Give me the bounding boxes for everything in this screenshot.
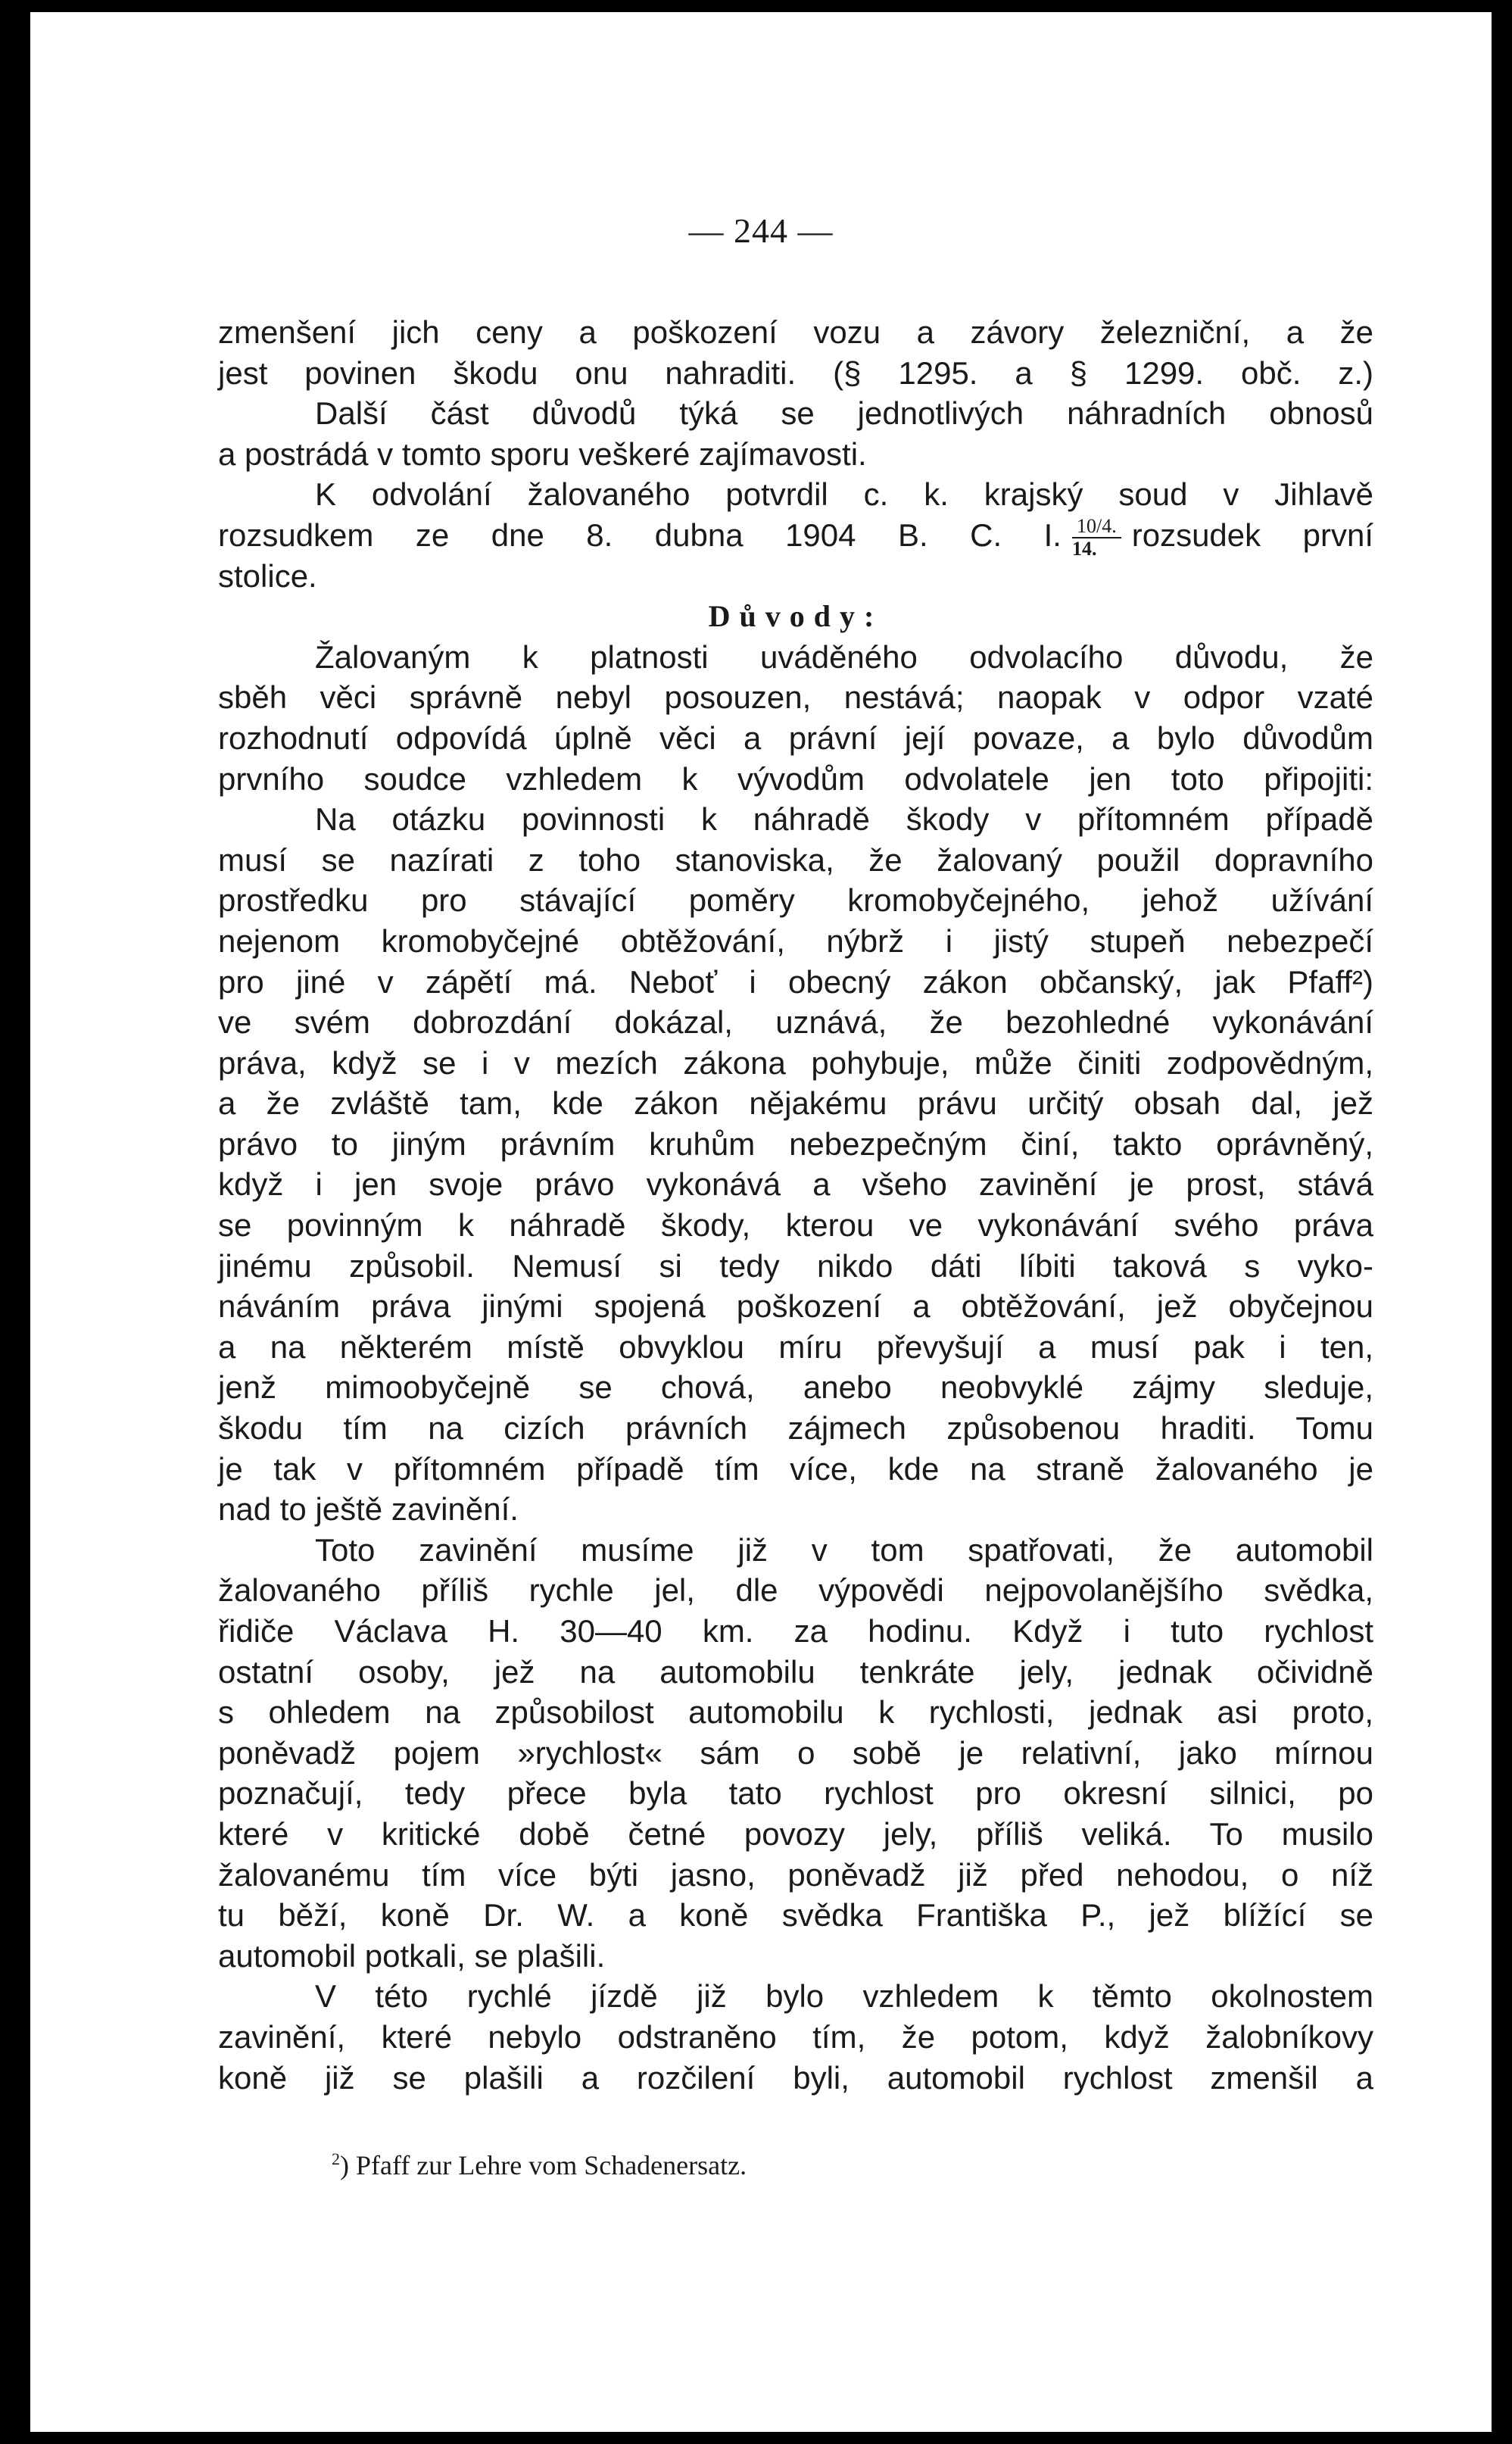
text-line: jenž mimoobyčejně se chová, anebo neobvyklé zájmy sleduje, (218, 1369, 1373, 1406)
text-line: prostředku pro stávající poměry kromobyčejného, jehož užívání (218, 882, 1373, 919)
text-line: je tak v přítomném případě tím více, kde na straně žalovaného je (218, 1450, 1373, 1487)
text-line: koně již se plašili a rozčilení byli, automobil rychlost zmenšil a (218, 2059, 1373, 2096)
text-line: Další část důvodů týká se jednotlivých náhradních obnosů (315, 395, 1373, 432)
text-line: poněvadž pojem »rychlost« sám o sobě je relativní, jako mírnou (218, 1734, 1373, 1771)
text-line: nejenom kromobyčejné obtěžování, nýbrž i jistý stupeň nebezpečí (218, 922, 1373, 959)
text-line: žalovanému tím více býti jasno, poněvadž již před nehodou, o níž (218, 1856, 1373, 1893)
text-line: a že zvláště tam, kde zákon nějakému právu určitý obsah dal, jež (218, 1085, 1373, 1122)
text-line: musí se nazírati z toho stanoviska, že žalovaný použil dopravního (218, 841, 1373, 878)
text-line: a postrádá v tomto sporu veškeré zajímavosti. (218, 435, 867, 472)
text-line-with-fraction (218, 514, 1373, 560)
fraction-numerator: 10/4. (1072, 516, 1121, 538)
text-line: náváním práva jinými spojená poškození a obtěžování, jež obyčejnou (218, 1288, 1373, 1325)
text-line: jinému způsobil. Nemusí si tedy nikdo dáti líbiti taková s vyko- (218, 1247, 1373, 1284)
text-line: a na některém místě obvyklou míru převyšují a musí pak i ten, (218, 1328, 1373, 1365)
text-line: stolice. (218, 557, 317, 594)
text-line: pro jiné v zápětí má. Neboť i obecný zákon občanský, jak Pfaff²) (218, 963, 1373, 1000)
text-line: právo to jiným právním kruhům nebezpečným činí, takto oprávněný, (218, 1125, 1373, 1162)
text-line: nad to ještě zavinění. (218, 1491, 519, 1528)
text-line: které v kritické době četné povozy jely, příliš veliká. To musilo (218, 1815, 1373, 1852)
text-line: Žalovaným k platnosti uváděného odvolacího důvodu, že (315, 638, 1373, 675)
text-line: řidiče Václava H. 30—40 km. za hodinu. Když i tuto rychlost (218, 1613, 1373, 1649)
footnote-text: ) Pfaff zur Lehre vom Schadenersatz. (340, 2150, 747, 2180)
text-fragment: rozsudkem ze dne 8. dubna 1904 B. C. I. (218, 517, 1062, 553)
text-line: Toto zavinění musíme již v tom spatřovati, že automobil (315, 1531, 1373, 1568)
text-line: žalovaného příliš rychle jel, dle výpovědi nejpovolanějšího svědka, (218, 1572, 1373, 1609)
reasoning-paragraphs (218, 637, 1373, 2098)
text-line: Na otázku povinnosti k náhradě škody v přítomném případě (315, 801, 1373, 838)
text-line: s ohledem na způsobilost automobilu k rychlosti, jednak asi proto, (218, 1694, 1373, 1731)
text-line: poznačují, tedy přece byla tato rychlost pro okresní silnici, po (218, 1775, 1373, 1812)
text-line: když i jen svoje právo vykonává a všeho zavinění je prost, stává (218, 1166, 1373, 1203)
page-number: — 244 — (688, 211, 834, 250)
case-number-fraction (1072, 516, 1121, 560)
text-line: prvního soudce vzhledem k vývodům odvolatele jen toto připojiti: (218, 760, 1373, 797)
text-line: škodu tím na cizích právních zájmech způsobenou hraditi. Tomu (218, 1410, 1373, 1447)
text-line: zavinění, které nebylo odstraněno tím, že potom, když žalobníkovy (218, 2018, 1373, 2055)
text-line: V této rychlé jízdě již bylo vzhledem k těmto okolnostem (315, 1978, 1373, 2015)
fraction-denominator: 14. (1071, 537, 1097, 560)
footnote-mark: 2 (332, 2149, 340, 2168)
text-line: ostatní osoby, jež na automobilu tenkráte jely, jednak očividně (218, 1653, 1373, 1690)
text-line: se povinným k náhradě škody, kterou ve vykonávání svého práva (218, 1207, 1373, 1244)
text-line: sběh věci správně nebyl posouzen, nestává; naopak v odpor vzaté (218, 679, 1373, 716)
text-fragment: rozsudek první (1131, 517, 1373, 553)
text-line: ve svém dobrozdání dokázal, uznává, že bezohledné vykonávání (218, 1004, 1373, 1041)
section-heading: Důvody: (708, 599, 884, 634)
text-line: práva, když se i v mezích zákona pohybuje, může činiti zodpovědným, (218, 1044, 1373, 1081)
book-page (30, 12, 1492, 2432)
text-line: jest povinen škodu onu nahraditi. (§ 1295. a § 1299. obč. z.) (218, 354, 1373, 391)
text-line: tu běží, koně Dr. W. a koně svědka Františka P., jež blížící se (218, 1897, 1373, 1934)
footnote (332, 2149, 747, 2181)
text-line: zmenšení jich ceny a poškození vozu a závory železniční, a že (218, 314, 1373, 350)
text-line: automobil potkali, se plašili. (218, 1937, 606, 1974)
text-line: K odvolání žalovaného potvrdil c. k. krajský soud v Jihlavě (315, 476, 1373, 513)
body-text (218, 312, 1373, 2098)
text-line: rozhodnutí odpovídá úplně věci a právní její povaze, a bylo důvodům (218, 719, 1373, 756)
